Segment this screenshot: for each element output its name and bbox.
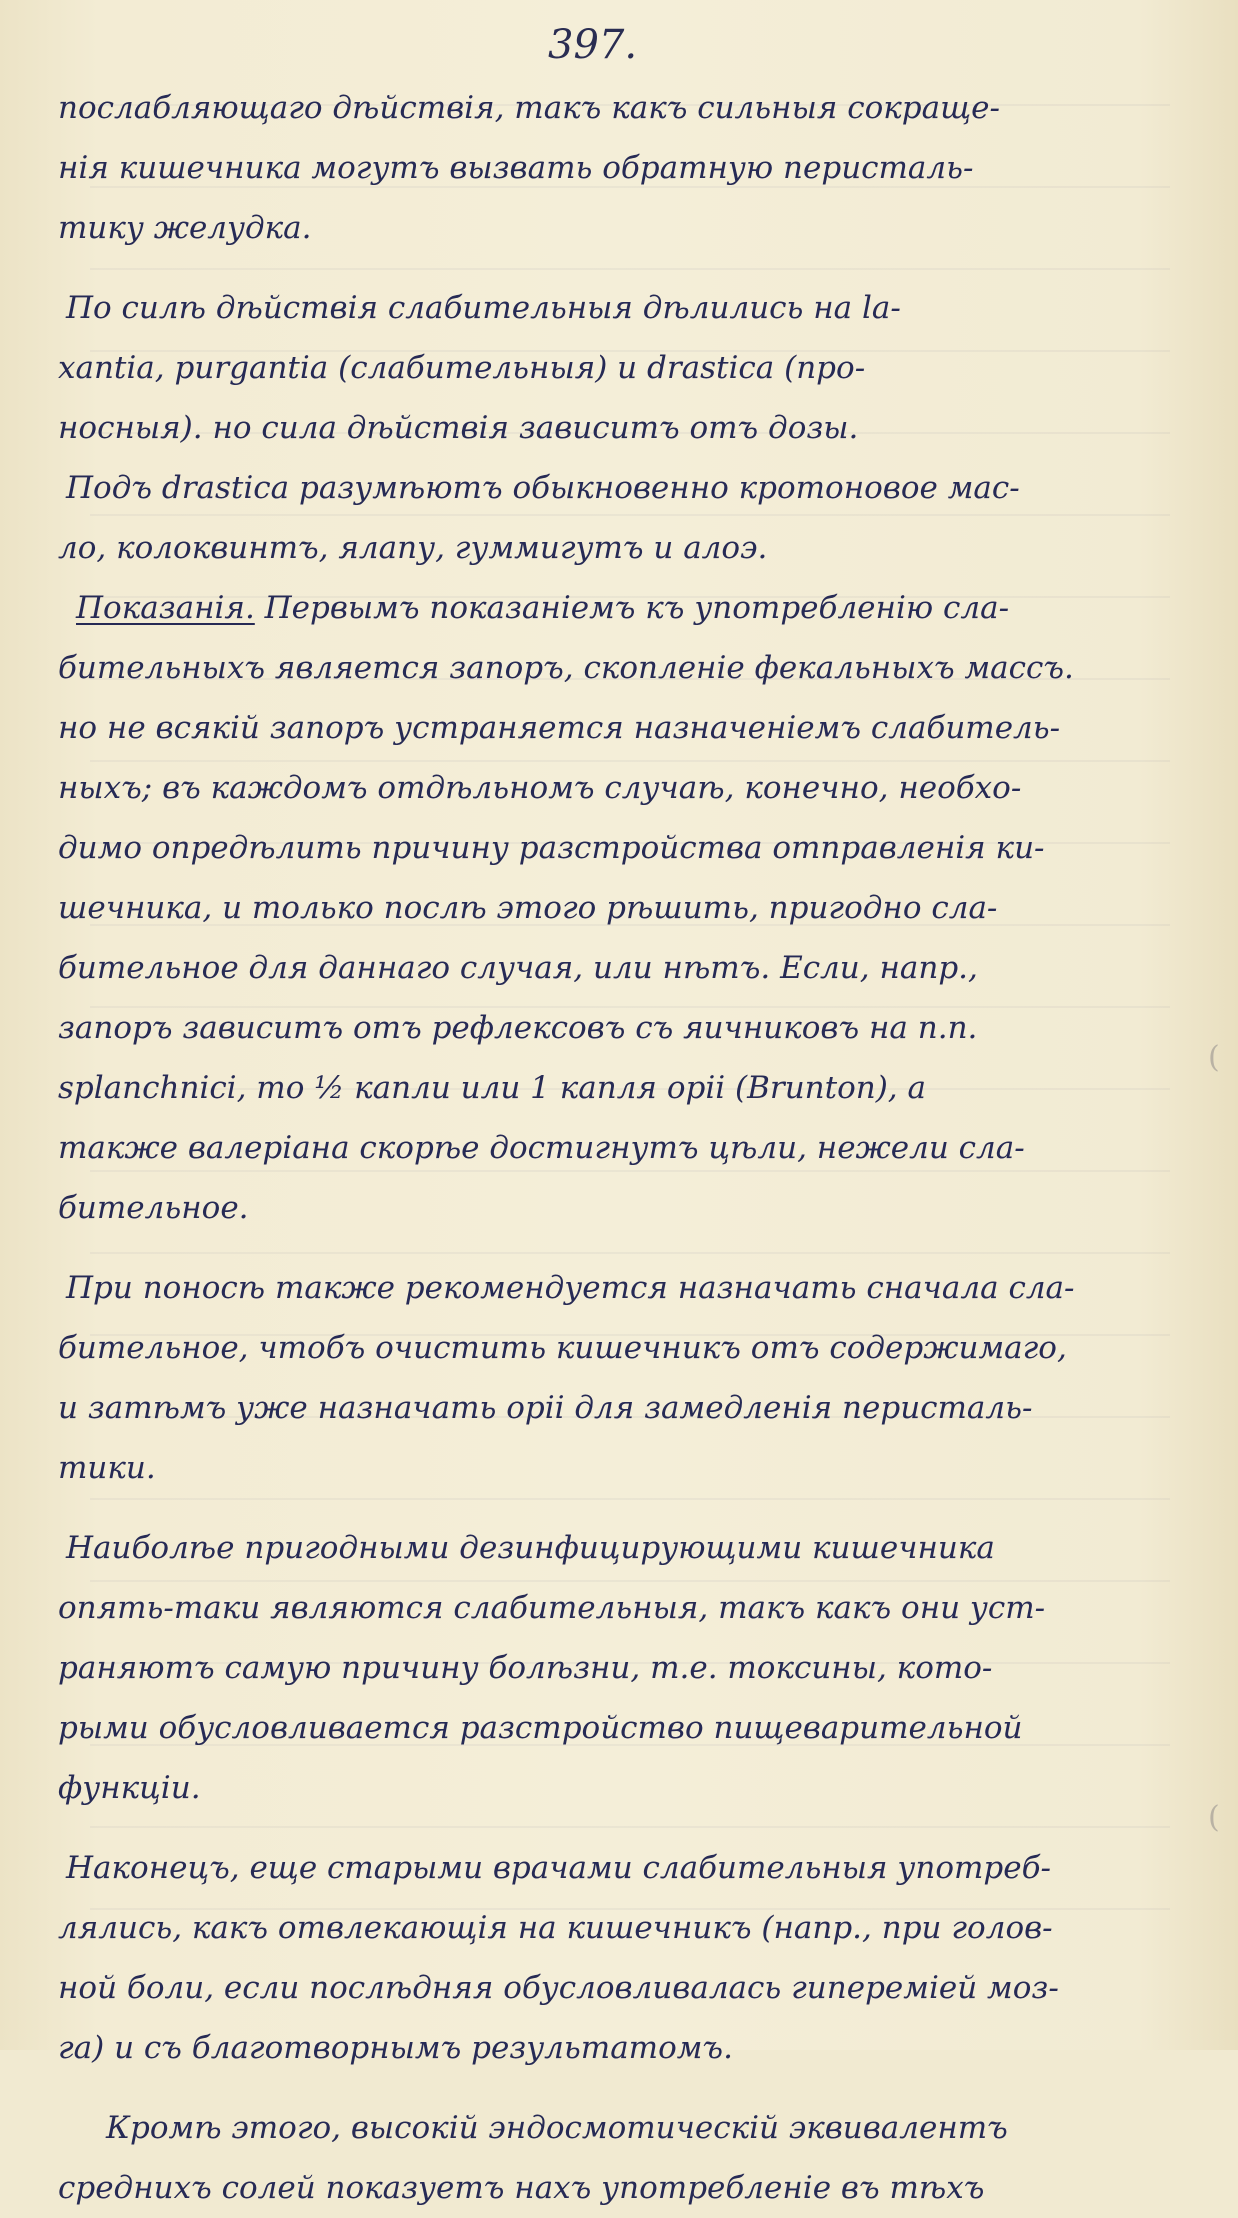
text-line: запоръ зависитъ отъ рефлексовъ съ яичниковъ на n.n. — [58, 1010, 978, 1046]
text-line: Наиболѣе пригодными дезинфицирующими кишечника — [66, 1530, 995, 1566]
text-line: бительное. — [58, 1190, 249, 1226]
text-line: бительное для даннаго случая, или нѣтъ. Если, напр., — [58, 950, 978, 986]
text-line: По силѣ дѣйствія слабительныя дѣлились на la- — [66, 290, 901, 326]
text-line: опять-таки являются слабительныя, такъ какъ они уст- — [58, 1590, 1046, 1626]
text-line: рыми обусловливается разстройство пищеварительной — [58, 1710, 1023, 1746]
paragraph-gap — [58, 258, 1168, 278]
text-line: бительныхъ является запоръ, скопленіе фекальныхъ массъ. — [58, 650, 1074, 686]
text-line: Подъ drastica разумѣютъ обыкновенно кротоновое мас- — [66, 470, 1020, 506]
text-line: splanchnici, то ½ капли или 1 капля opii (Brunton), а — [58, 1070, 926, 1106]
text-line: Кромѣ этого, высокій эндосмотическій эквивалентъ — [106, 2110, 1008, 2146]
paragraph-gap — [58, 1238, 1168, 1258]
text-line: ной боли, если послѣдняя обусловливалась гиперемiей моз- — [58, 1970, 1059, 2006]
text-line: тику желудка. — [58, 210, 312, 246]
text-line: также валеріана скорѣе достигнутъ цѣли, нежели сла- — [58, 1130, 1025, 1166]
text-line: нія кишечника могутъ вызвать обратную перисталь- — [58, 150, 974, 186]
text-line — [58, 578, 1168, 638]
text-line: но не всякій запоръ устраняется назначеніемъ слабитель- — [58, 710, 1061, 746]
text-line: Наконецъ, еще старыми врачами слабительныя употреб- — [66, 1850, 1052, 1886]
margin-mark: ( — [1208, 1040, 1220, 1075]
text-line: и затѣмъ уже назначать opii для замедленія перисталь- — [58, 1390, 1033, 1426]
text-line: среднихъ солей показуетъ нахъ употребленіе въ тѣхъ — [58, 2170, 985, 2206]
text-line: га) и съ благотворнымъ результатомъ. — [58, 2030, 733, 2066]
text-line: раняютъ самую причину болѣзни, т.е. токсины, кото- — [58, 1650, 993, 1686]
text-line: функціи. — [58, 1770, 201, 1806]
text-line: лялись, какъ отвлекающія на кишечникъ (напр., при голов- — [58, 1910, 1053, 1946]
margin-mark: ( — [1208, 1800, 1220, 1835]
text-line: шечника, и только послѣ этого рѣшить, пригодно сла- — [58, 890, 998, 926]
text-line: ло, колоквинтъ, ялапу, гуммигутъ и алоэ. — [58, 530, 768, 566]
text-line: При поносѣ также рекомендуется назначать сначала сла- — [66, 1270, 1075, 1306]
paragraph-gap — [58, 1818, 1168, 1838]
text-line: послабляющаго дѣйствія, такъ какъ сильныя сокраще- — [58, 90, 1000, 126]
text-line: xantia, purgantia (слабительныя) и drastica (про- — [58, 350, 866, 386]
text-line: ныхъ; въ каждомъ отдѣльномъ случаѣ, конечно, необхо- — [58, 770, 1022, 806]
handwritten-text-block — [58, 78, 1168, 2218]
page-number: 397. — [548, 22, 638, 68]
text-line: бительное, чтобъ очистить кишечникъ отъ содержимаго, — [58, 1330, 1067, 1366]
underlined-heading: Показанія. — [76, 590, 255, 626]
paragraph-gap — [58, 1498, 1168, 1518]
text-line: димо опредѣлить причину разстройства отправленія ки- — [58, 830, 1045, 866]
text-line: тики. — [58, 1450, 156, 1486]
text-line: носныя). но сила дѣйствія зависитъ отъ дозы. — [58, 410, 859, 446]
line-rest: Первымъ показаніемъ къ употребленію сла- — [254, 590, 1010, 626]
paragraph-gap — [58, 2078, 1168, 2098]
